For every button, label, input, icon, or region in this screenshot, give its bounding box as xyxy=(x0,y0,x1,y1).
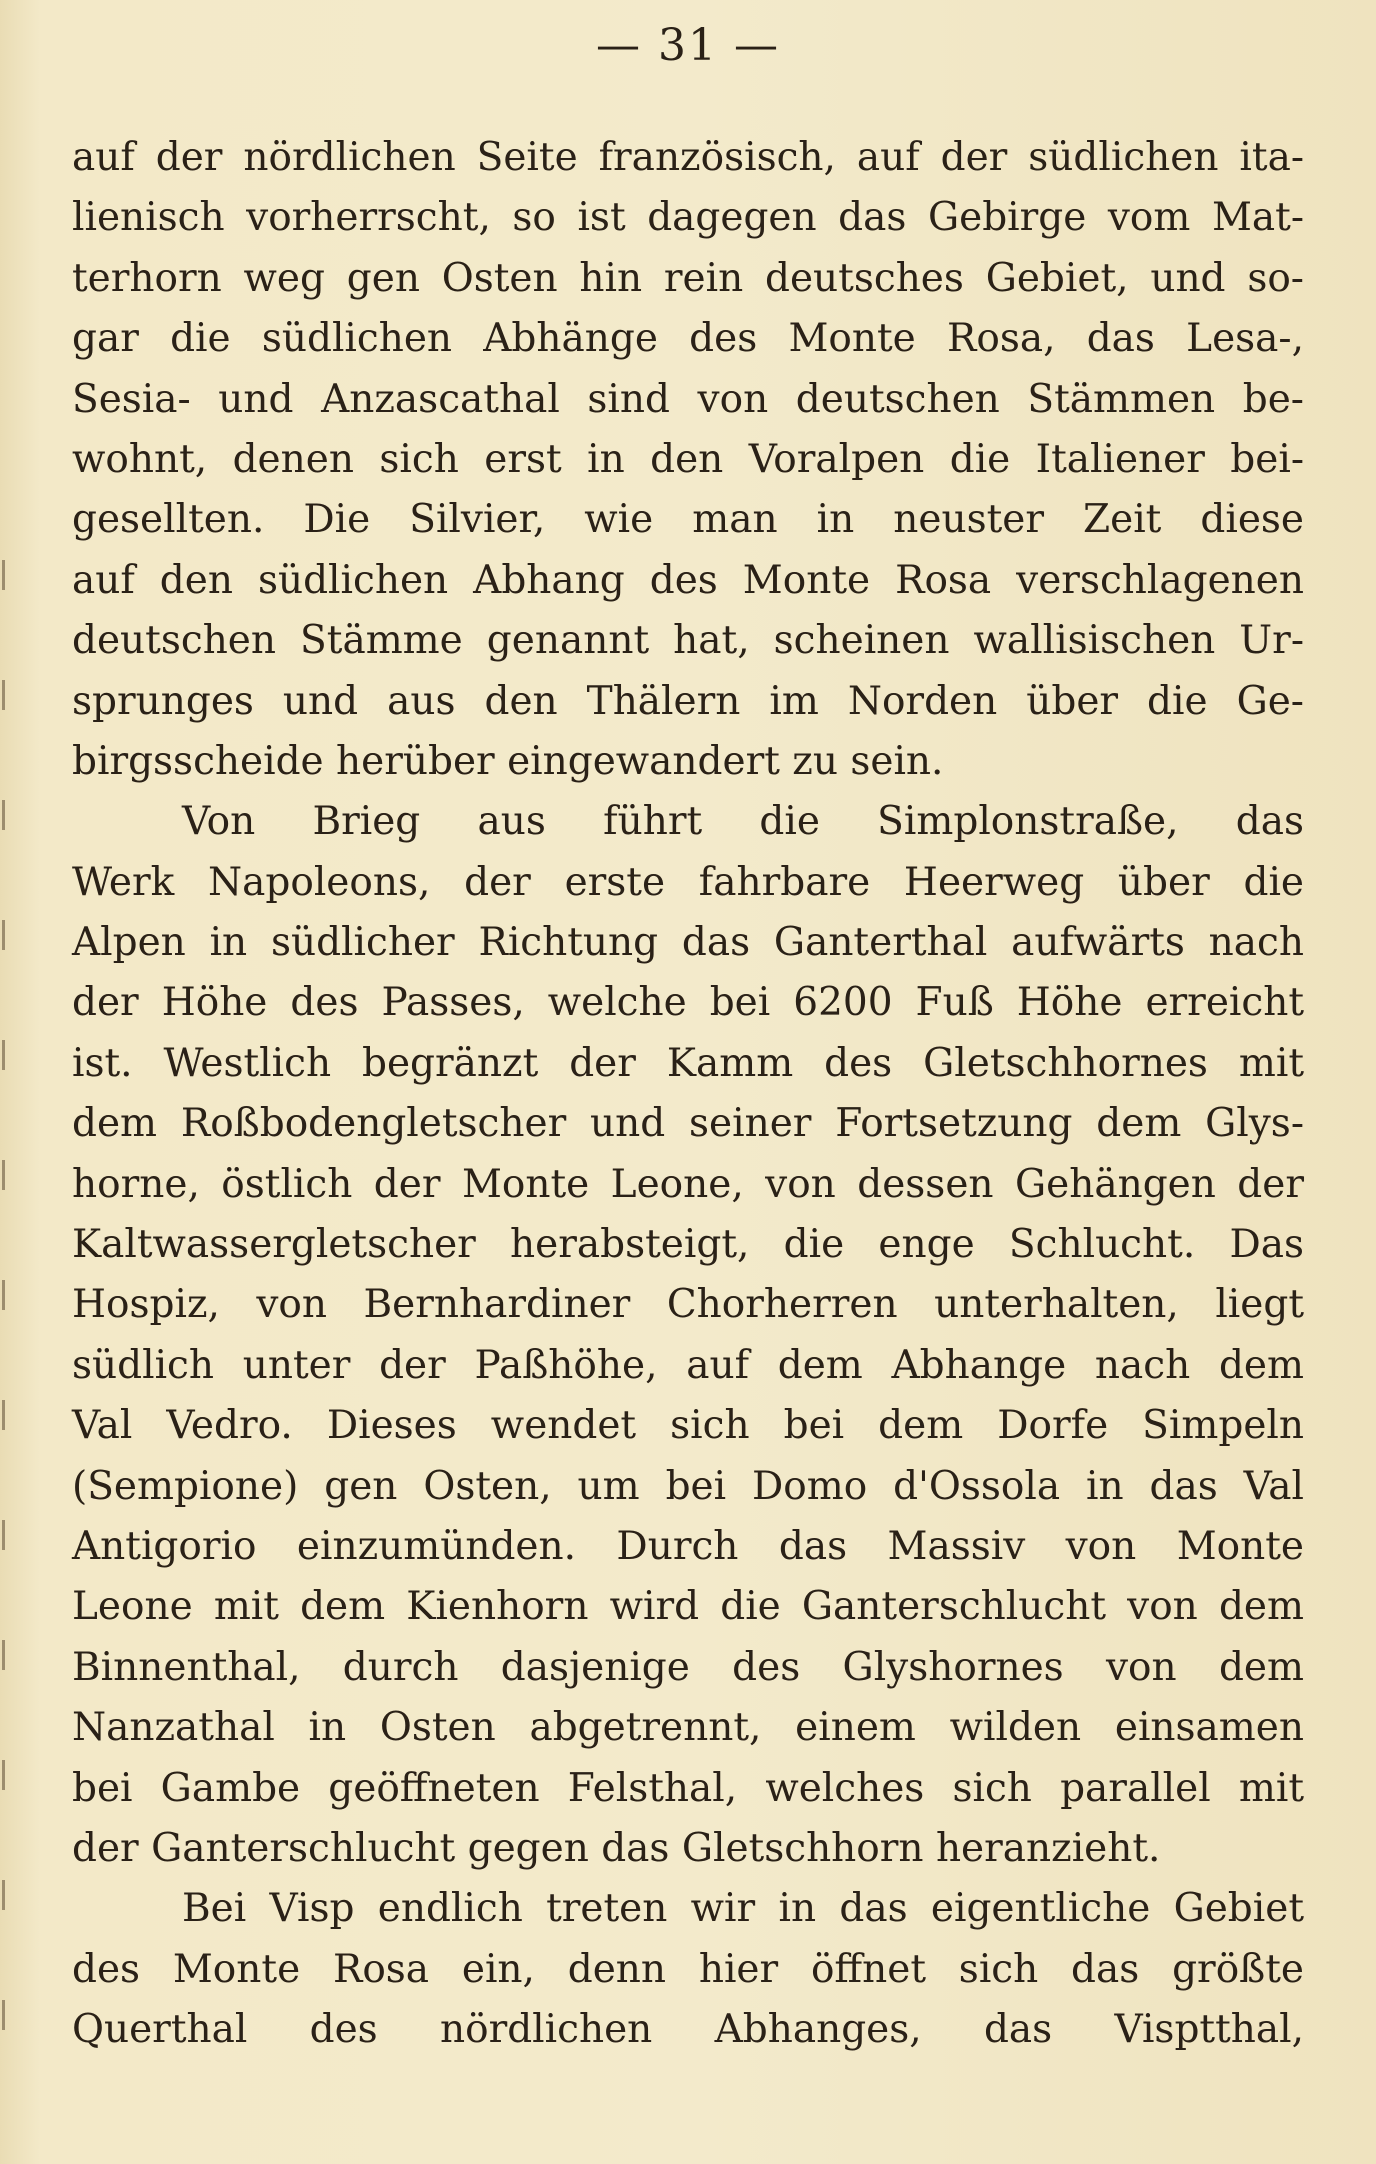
text-line: auf der nördlichen Seite französisch, auf der südlichen ita- xyxy=(72,135,1304,180)
text-line: dem Roßbodengletscher und seiner Fortsetzung dem Glys- xyxy=(72,1101,1304,1147)
gutter-mark xyxy=(2,800,19,830)
gutter-mark xyxy=(2,1520,19,1550)
gutter-mark xyxy=(2,2000,19,2030)
binding-gutter xyxy=(0,560,28,2164)
text-line: der Höhe des Passes, welche bei 6200 Fuß Höhe erreicht xyxy=(72,980,1304,1026)
text-line: auf den südlichen Abhang des Monte Rosa verschlagenen xyxy=(72,557,1304,603)
gutter-mark xyxy=(2,1160,19,1190)
gutter-mark xyxy=(2,1040,19,1070)
gutter-mark xyxy=(2,1880,19,1910)
text-line: Querthal des nördlichen Abhanges, das Visptthal, xyxy=(72,2007,1304,2053)
text-line: der Ganterschlucht gegen das Gletschhorn heranzieht. xyxy=(72,1825,1161,1871)
text-line: Von Brieg aus führt die Simplonstraße, das xyxy=(182,799,1304,845)
text-line: gar die südlichen Abhänge des Monte Rosa, das Lesa-, xyxy=(72,316,1304,362)
text-line: deutschen Stämme genannt hat, scheinen wallisischen Ur- xyxy=(72,618,1304,664)
gutter-mark xyxy=(2,560,19,590)
gutter-mark xyxy=(2,1280,19,1310)
text-line: Hospiz, von Bernhardiner Chorherren unterhalten, liegt xyxy=(72,1282,1304,1328)
text-line: Leone mit dem Kienhorn wird die Ganterschlucht von dem xyxy=(72,1584,1304,1630)
text-line: bei Gambe geöffneten Felsthal, welches sich parallel mit xyxy=(72,1765,1304,1811)
text-line: horne, östlich der Monte Leone, von dessen Gehängen der xyxy=(72,1161,1304,1207)
text-line: Werk Napoleons, der erste fahrbare Heerweg über die xyxy=(72,859,1304,905)
gutter-mark xyxy=(2,1640,19,1670)
text-line: wohnt, denen sich erst in den Voralpen die Italiener bei- xyxy=(72,436,1304,482)
gutter-mark xyxy=(2,680,19,710)
text-line: Alpen in südlicher Richtung das Ganterthal aufwärts nach xyxy=(72,920,1304,966)
text-line: südlich unter der Paßhöhe, auf dem Abhange nach dem xyxy=(72,1342,1304,1388)
text-line: Antigorio einzumünden. Durch das Massiv von Monte xyxy=(72,1523,1304,1569)
text-line: terhorn weg gen Osten hin rein deutsches Gebiet, und so- xyxy=(72,255,1304,301)
text-line: (Sempione) gen Osten, um bei Domo d'Ossola in das Val xyxy=(72,1463,1304,1509)
text-line: des Monte Rosa ein, denn hier öffnet sich das größte xyxy=(72,1946,1304,1992)
body-text xyxy=(72,128,1304,2061)
text-line: Sesia- und Anzascathal sind von deutschen Stämmen be- xyxy=(72,376,1304,422)
gutter-mark xyxy=(2,1760,19,1790)
text-line: Kaltwassergletscher herabsteigt, die enge Schlucht. Das xyxy=(72,1222,1304,1268)
text-line: Bei Visp endlich treten wir in das eigentliche Gebiet xyxy=(182,1886,1304,1932)
text-line: ist. Westlich begränzt der Kamm des Gletschhornes mit xyxy=(72,1040,1304,1086)
gutter-mark xyxy=(2,1400,19,1430)
text-line: lienisch vorherrscht, so ist dagegen das Gebirge vom Mat- xyxy=(72,195,1304,241)
text-line: gesellten. Die Silvier, wie man in neuster Zeit diese xyxy=(72,497,1304,543)
text-line: sprunges und aus den Thälern im Norden über die Ge- xyxy=(72,678,1304,724)
page-number: — 31 — xyxy=(596,20,780,71)
text-line: Val Vedro. Dieses wendet sich bei dem Dorfe Simpeln xyxy=(72,1403,1304,1449)
gutter-mark xyxy=(2,920,19,950)
text-line: Binnenthal, durch dasjenige des Glyshornes von dem xyxy=(72,1644,1304,1690)
text-line: Nanzathal in Osten abgetrennt, einem wilden einsamen xyxy=(72,1705,1304,1751)
text-line: birgsscheide herüber eingewandert zu sein. xyxy=(72,738,944,784)
